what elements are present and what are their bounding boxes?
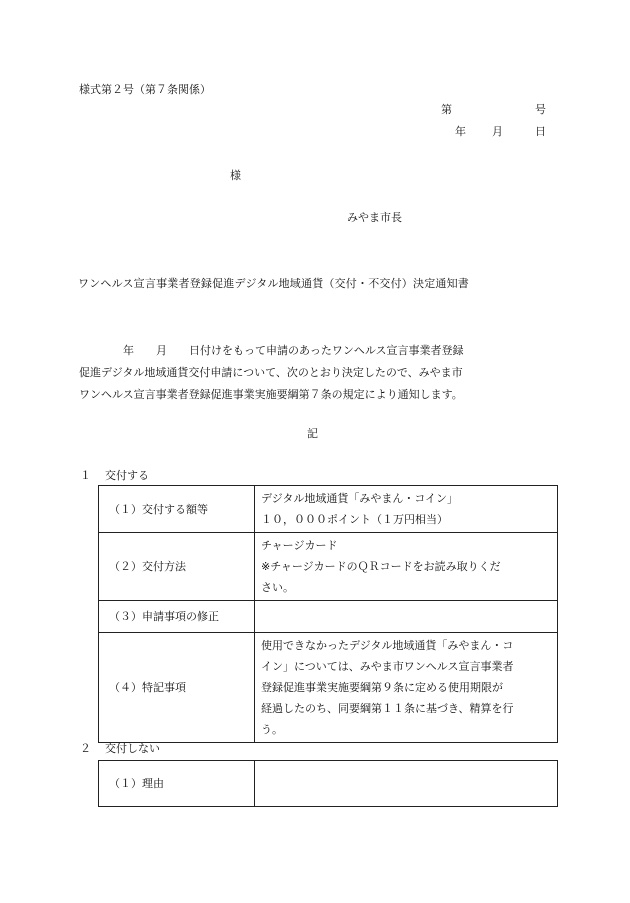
row-value — [255, 633, 558, 743]
issuer-name: みやま市長 — [347, 211, 402, 224]
row-label: （３）申請事項の修正 — [99, 601, 255, 633]
section-title: 交付しない — [105, 742, 160, 755]
row-value — [255, 601, 558, 633]
denial-table — [98, 760, 558, 807]
date-day: 日 — [535, 125, 546, 138]
section-2-heading — [80, 743, 160, 754]
grant-table — [98, 485, 558, 743]
date-year: 年 — [455, 125, 466, 138]
section-number: ２ — [80, 742, 91, 755]
body-text — [79, 340, 553, 406]
section-1-heading — [80, 470, 149, 481]
value-line: イン」については、みやま市ワンヘルス宣言事業者 — [261, 660, 514, 673]
date-month: 月 — [492, 125, 503, 138]
body-line: ワンヘルス宣言事業者登録促進事業実施要綱第７条の規定により通知します。 — [79, 388, 463, 401]
form-number: 様式第２号（第７条関係） — [79, 83, 211, 96]
section-number: １ — [80, 469, 91, 482]
ki-heading: 記 — [307, 427, 318, 440]
document-number-dai: 第 — [441, 103, 452, 116]
value-line: チャージカード — [261, 539, 338, 552]
value-line: 登録促進事業実施要綱第９条に定める使用期限が — [261, 681, 503, 694]
table-row — [99, 533, 558, 601]
row-value — [255, 533, 558, 601]
value-line: ※チャージカードのＱＲコードをお読み取りくだ — [261, 560, 501, 573]
row-value — [255, 486, 558, 533]
value-line: う。 — [261, 723, 283, 736]
table-row — [99, 761, 558, 807]
value-line: デジタル地域通貨「みやまん・コイン」 — [261, 492, 459, 505]
value-line: 経過したのち、同要綱第１１条に基づき、精算を行 — [261, 702, 514, 715]
section-title: 交付する — [105, 469, 149, 482]
value-line: さい。 — [261, 581, 294, 594]
row-label: （１）理由 — [99, 761, 255, 807]
body-line: 促進デジタル地域通貨交付申請について、次のとおり決定したので、みやま市 — [79, 366, 463, 379]
row-label: （４）特記事項 — [99, 633, 255, 743]
body-line: 年 月 日付けをもって申請のあったワンヘルス宣言事業者登録 — [79, 344, 464, 357]
row-label: （１）交付する額等 — [99, 486, 255, 533]
row-value — [255, 761, 558, 807]
value-line: 使用できなかったデジタル地域通貨「みやまん・コ — [261, 639, 514, 652]
table-row — [99, 601, 558, 633]
document-title: ワンヘルス宣言事業者登録促進デジタル地域通貨（交付・不交付）決定通知書 — [78, 277, 470, 290]
recipient-sama: 様 — [230, 169, 241, 182]
table-row — [99, 486, 558, 533]
value-line: １０，０００ポイント（１万円相当） — [261, 513, 448, 526]
row-label: （２）交付方法 — [99, 533, 255, 601]
document-number-go: 号 — [535, 103, 546, 116]
table-row — [99, 633, 558, 743]
